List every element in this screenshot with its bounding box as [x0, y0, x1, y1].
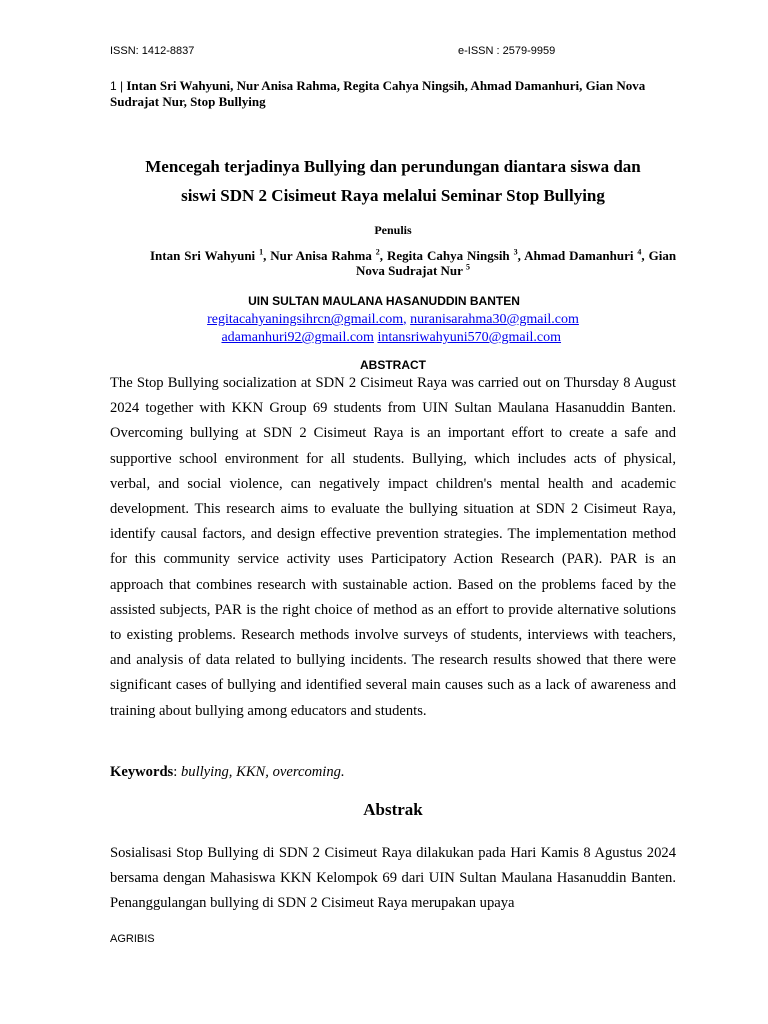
- author-affil-num: 3: [513, 247, 518, 257]
- keywords-colon: :: [173, 764, 178, 780]
- keywords: [110, 764, 345, 781]
- title-line-2: siswi SDN 2 Cisimeut Raya melalui Seminar Stop Bullying: [181, 186, 605, 205]
- paper-title: [110, 152, 676, 210]
- author-name: Regita Cahya Ningsih: [386, 248, 510, 263]
- email-link[interactable]: regitacahyaningsihrcn@gmail.com: [207, 312, 404, 327]
- running-header: [110, 78, 670, 109]
- affiliation-text: UIN SULTAN MAULANA HASANUDDIN BANTEN: [248, 294, 520, 308]
- email-separator[interactable]: ,: [403, 312, 407, 327]
- author-affil-num: 2: [375, 247, 380, 257]
- author-name: Ahmad Damanhuri: [524, 248, 634, 263]
- affiliation: [110, 294, 676, 308]
- abstrak-heading: Abstrak: [363, 800, 423, 819]
- author-name: Intan Sri Wahyuni: [150, 248, 256, 263]
- email-link[interactable]: nuranisarahma30@gmail.com: [410, 312, 579, 327]
- abstract-body: The Stop Bullying socialization at SDN 2 Cisimeut Raya was carried out on Thursday 8 August 2024 together with KKN Group 69 students from UIN Sultan Maulana Hasanuddin Banten. Overcoming bullying at SDN 2 Cisimeut Raya is an important effort to create a safe and supportive school environment for all students. Bullying, which includes acts of physical, verbal, and social violence, can negatively impact children's mental health and academic development. This research aims to evaluate the bullying situation at SDN 2 Cisimeut Raya, identify causal factors, and design effective prevention strategies. The implementation method for this community service activity uses Participatory Action Research (PAR). PAR is an approach that combines research with sustainable action. Based on the problems faced by the assisted subjects, PAR is the right choice of method as an effort to provide alternative solutions to existing problems. Research methods involve surveys of students, interviews with teachers, and analysis of data related to bullying incidents. The research results showed that there were significant cases of bullying and identified several main causes such as a lack of awareness and training about bullying among educators and students.: [110, 375, 676, 719]
- email-link[interactable]: intansriwahyuni570@gmail.com: [377, 330, 562, 345]
- author-affil-num: 5: [465, 262, 470, 272]
- author-name: Gian Nova Sudrajat Nur: [356, 248, 677, 278]
- keywords-label: Keywords: [110, 764, 174, 780]
- keywords-values: bullying, KKN, overcoming.: [180, 764, 345, 780]
- title-line-1: Mencegah terjadinya Bullying dan perundungan diantara siswa dan: [145, 157, 641, 176]
- running-authors: Intan Sri Wahyuni, Nur Anisa Rahma, Regita Cahya Ningsih, Ahmad Damanhuri, Gian Nova Sudrajat Nur, Stop Bullying: [110, 78, 646, 109]
- header-separator: |: [119, 79, 124, 93]
- author-affil-num: 1: [259, 247, 264, 257]
- abstract-heading: ABSTRACT: [360, 358, 426, 372]
- author-name: Nur Anisa Rahma: [270, 248, 372, 263]
- issn-label: ISSN: 1412-8837: [110, 45, 195, 57]
- page-number: 1: [110, 79, 117, 93]
- email-link[interactable]: adamanhuri92@gmail.com: [221, 330, 374, 345]
- eissn-label: e-ISSN : 2579-9959: [458, 45, 556, 57]
- email-line: [110, 312, 676, 328]
- author-list: Intan Sri Wahyuni $^1$, Nur Anisa Rahma $^2$, Regita Cahya Ningsih $^3$, Ahmad Damanhuri $^4$, Gian Nova Sudrajat Nur $^5$: [150, 247, 677, 278]
- footer-journal-name: AGRIBIS: [110, 933, 155, 945]
- penulis-label: Penulis: [374, 223, 412, 237]
- abstrak-body: Sosialisasi Stop Bullying di SDN 2 Cisimeut Raya dilakukan pada Hari Kamis 8 Agustus 2024 bersama dengan Mahasiswa KKN Kelompok 69 dari UIN Sultan Maulana Hasanuddin Banten. Penanggulangan bullying di SDN 2 Cisimeut Raya merupakan upaya: [110, 845, 676, 912]
- author-affil-num: 4: [637, 247, 642, 257]
- email-line: [110, 330, 676, 346]
